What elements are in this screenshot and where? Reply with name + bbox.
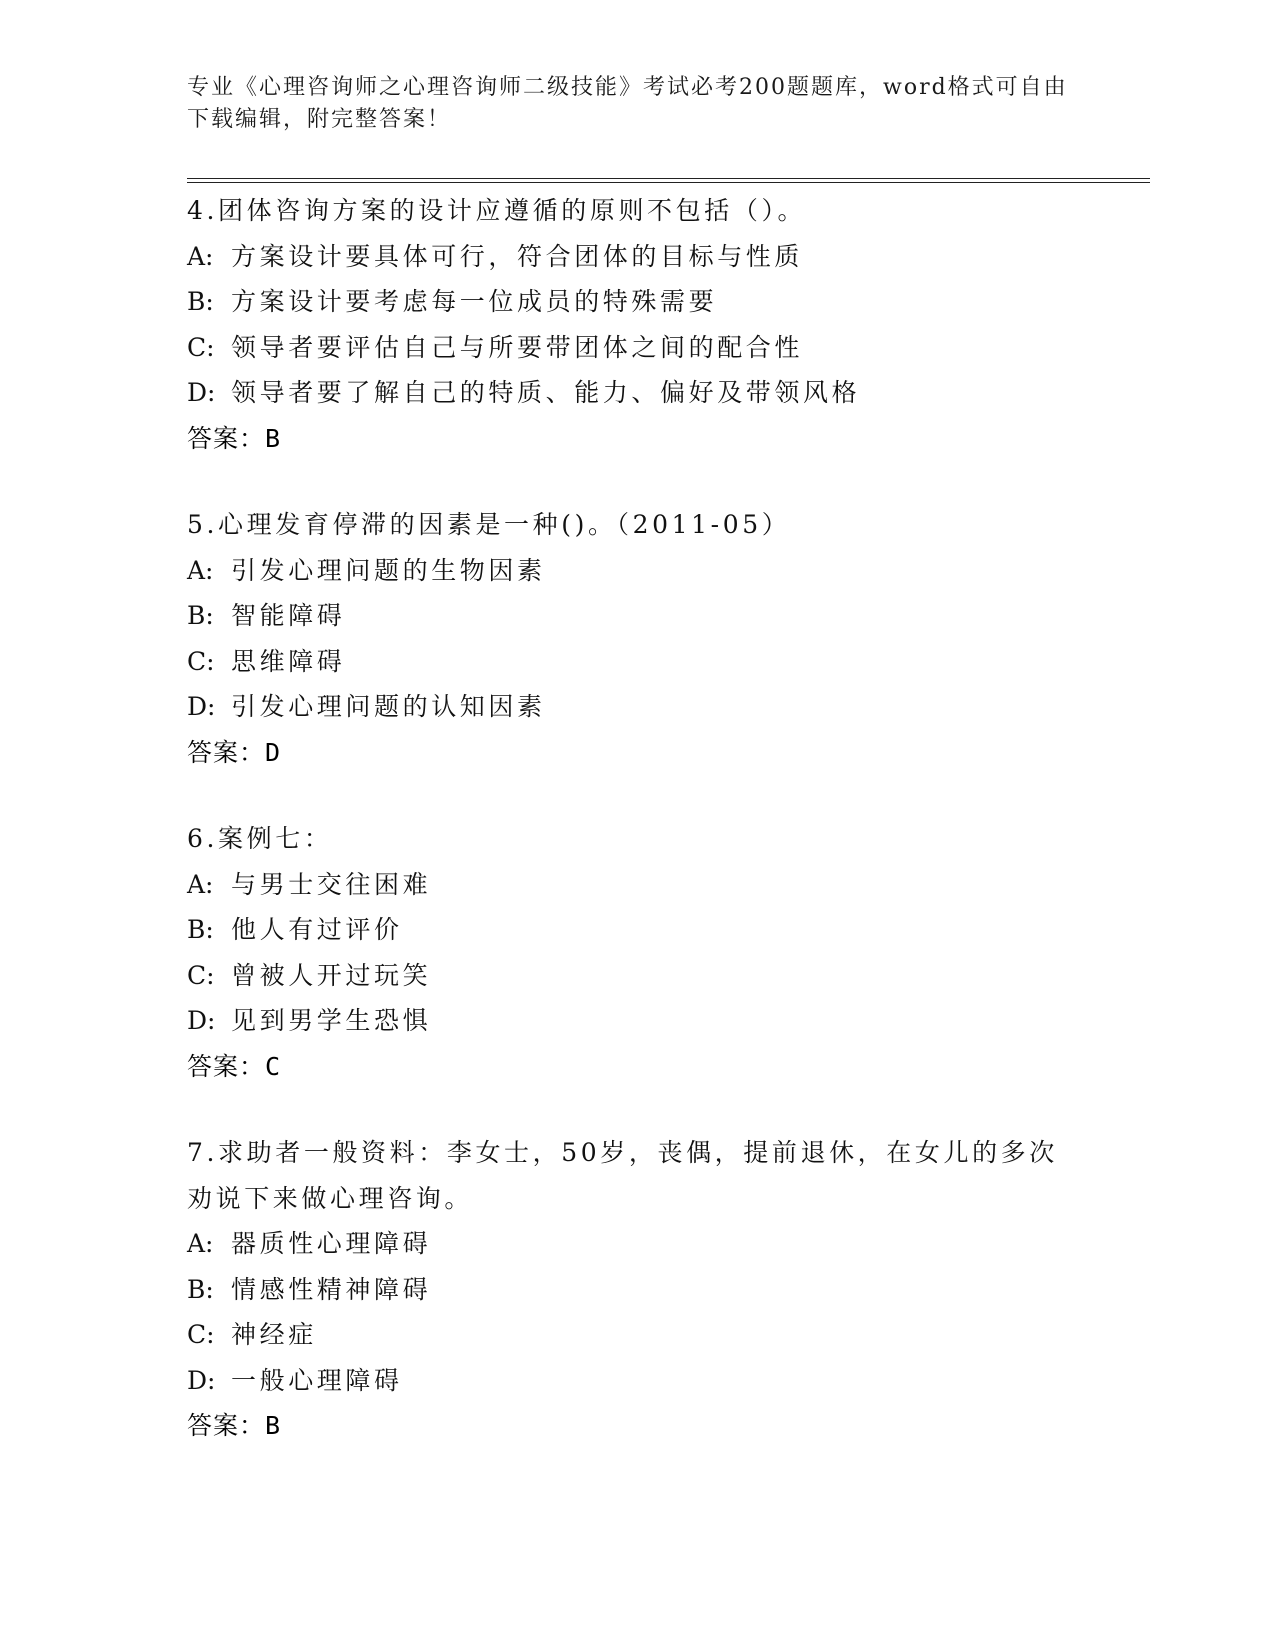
option-key: B: bbox=[187, 601, 214, 630]
answer-label: 答案： bbox=[187, 1411, 266, 1440]
question-item bbox=[187, 1130, 1087, 1449]
option-text: 曾被人开过玩笑 bbox=[231, 960, 432, 990]
option-a bbox=[187, 234, 1087, 280]
option-b bbox=[187, 279, 1087, 325]
answer-line bbox=[187, 1403, 1087, 1449]
option-d bbox=[187, 684, 1087, 730]
option-key: C: bbox=[187, 332, 215, 362]
option-key: A: bbox=[187, 1229, 214, 1258]
option-text: 领导者要评估自己与所要带团体之间的配合性 bbox=[231, 332, 804, 362]
option-key: D: bbox=[187, 1365, 216, 1395]
option-text: 与男士交往困难 bbox=[231, 869, 432, 899]
document-header bbox=[187, 72, 1077, 136]
option-text: 他人有过评价 bbox=[231, 915, 403, 944]
option-key: A: bbox=[187, 869, 214, 899]
option-key: B: bbox=[187, 1274, 214, 1304]
option-text: 引发心理问题的生物因素 bbox=[231, 555, 546, 585]
header-divider-bottom bbox=[187, 182, 1150, 183]
option-d bbox=[187, 370, 1087, 416]
option-key: A: bbox=[187, 241, 214, 271]
question-spacer bbox=[187, 775, 1087, 816]
answer-label: 答案： bbox=[187, 423, 266, 453]
option-b bbox=[187, 1267, 1087, 1313]
answer-line bbox=[187, 1044, 1087, 1090]
option-d bbox=[187, 1358, 1087, 1404]
question-list bbox=[187, 188, 1087, 1449]
option-a bbox=[187, 1221, 1087, 1267]
answer-value: C bbox=[265, 1051, 282, 1081]
option-key: D: bbox=[187, 1006, 216, 1035]
option-c bbox=[187, 1312, 1087, 1358]
question-stem: 4.团体咨询方案的设计应遵循的原则不包括（）。 bbox=[187, 196, 807, 225]
question-spacer bbox=[187, 1089, 1087, 1130]
option-c bbox=[187, 953, 1087, 999]
option-text: 方案设计要考虑每一位成员的特殊需要 bbox=[231, 287, 718, 316]
option-c bbox=[187, 325, 1087, 371]
question-spacer bbox=[187, 461, 1087, 502]
option-key: B: bbox=[187, 915, 214, 944]
question-item bbox=[187, 816, 1087, 1089]
answer-label: 答案： bbox=[187, 1051, 266, 1081]
question-stem: 5.心理发育停滞的因素是一种()。（2011-05） bbox=[187, 510, 791, 539]
option-text: 情感性精神障碍 bbox=[231, 1274, 432, 1304]
option-c bbox=[187, 639, 1087, 685]
question-item bbox=[187, 188, 1087, 461]
option-key: C: bbox=[187, 646, 215, 676]
option-key: C: bbox=[187, 960, 215, 990]
option-key: C: bbox=[187, 1320, 215, 1349]
answer-line bbox=[187, 730, 1087, 776]
option-d bbox=[187, 998, 1087, 1044]
option-text: 思维障碍 bbox=[231, 646, 346, 676]
option-key: B: bbox=[187, 287, 214, 316]
header-text: 专业《心理咨询师之心理咨询师二级技能》考试必考200题题库，word格式可自由下载编辑，附完整答案！ bbox=[187, 75, 1068, 132]
option-a bbox=[187, 548, 1087, 594]
option-key: D: bbox=[187, 692, 216, 721]
option-text: 方案设计要具体可行，符合团体的目标与性质 bbox=[231, 241, 804, 271]
answer-line bbox=[187, 416, 1087, 462]
option-a bbox=[187, 862, 1087, 908]
option-text: 智能障碍 bbox=[231, 601, 346, 630]
option-text: 领导者要了解自己的特质、能力、偏好及带领风格 bbox=[231, 378, 861, 407]
question-stem: 7.求助者一般资料：李女士，50岁，丧偶，提前退休，在女儿的多次劝说下来做心理咨询。 bbox=[187, 1138, 1058, 1213]
option-b bbox=[187, 907, 1087, 953]
question-stem: 6.案例七： bbox=[187, 824, 333, 853]
option-text: 器质性心理障碍 bbox=[231, 1229, 432, 1258]
answer-value: B bbox=[265, 1411, 282, 1440]
answer-value: B bbox=[265, 423, 282, 453]
question-item bbox=[187, 502, 1087, 775]
option-text: 神经症 bbox=[231, 1320, 317, 1349]
option-text: 见到男学生恐惧 bbox=[231, 1006, 432, 1035]
option-key: D: bbox=[187, 378, 216, 407]
header-divider-top bbox=[187, 178, 1150, 179]
answer-value: D bbox=[265, 737, 282, 767]
answer-label: 答案： bbox=[187, 737, 266, 767]
option-text: 一般心理障碍 bbox=[231, 1365, 403, 1395]
option-key: A: bbox=[187, 555, 214, 585]
option-text: 引发心理问题的认知因素 bbox=[231, 692, 546, 721]
option-b bbox=[187, 593, 1087, 639]
